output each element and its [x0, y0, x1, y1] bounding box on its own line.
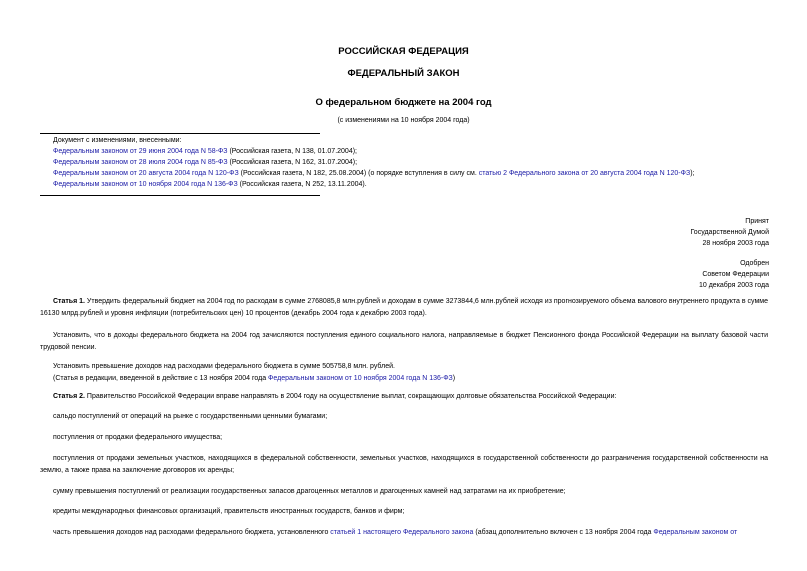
paragraph-social-tax	[40, 330, 768, 354]
article-1-text: Утвердить федеральный бюджет на 2004 год по расходам в сумме 2768085,8 млн.рублей и доходам в сумме 3273844,6 млн.рублей исходя из прогнозируемого объема валового внутреннего продукта в сумме 16130 млрд.рублей и уровня инфляции (потребительских цен) 10 процентов (декабрь 2004 года к декабрю 2003 года).	[40, 298, 768, 317]
adoption-accepted	[469, 216, 769, 249]
amendment-tail: (Российская газета, N 162, 31.07.2004);	[227, 159, 358, 166]
page-title: О федеральном бюджете на 2004 год	[315, 97, 492, 108]
article-2-label: Статья 2.	[53, 393, 85, 400]
list-item-text: сумму превышения поступлений от реализации государственных запасов драгоценных металлов и драгоценных камней над затратами на их приобретение;	[53, 488, 566, 495]
doc-type-heading: ФЕДЕРАЛЬНЫЙ ЗАКОН	[347, 68, 460, 79]
list-item	[40, 506, 768, 518]
paragraph-text: Установить, что в доходы федерального бюджета на 2004 год зачисляются поступления единого социального налога, направляемые в бюджет Пенсионного фонда Российской Федерации на выплату базовой части трудовой пенсии.	[40, 332, 768, 351]
accepted-line: 28 ноября 2003 года	[702, 240, 769, 247]
accepted-line: Государственной Думой	[690, 229, 769, 236]
list-item-text: сальдо поступлений от операций на рынке с государственными ценными бумагами;	[53, 413, 328, 420]
list-item	[40, 527, 768, 539]
amendment-tail: (Российская газета, N 138, 01.07.2004);	[227, 148, 357, 155]
list-item-text: кредиты международных финансовых организаций, правительств иностранных государств, банков и фирм;	[53, 508, 405, 515]
amendment-item	[53, 179, 367, 190]
list-item-text-mid: (абзац дополнительно включен с 13 ноября 2004 года	[473, 529, 654, 536]
law-link[interactable]: Федеральным законом от	[653, 529, 738, 536]
amendment-link[interactable]: Федеральным законом от 20 августа 2004 года N 120-ФЗ	[53, 170, 239, 177]
article-1-link[interactable]: статьей 1 настоящего Федерального закона	[330, 529, 474, 536]
article-1-paragraph	[40, 296, 768, 320]
article-2-paragraph	[40, 391, 768, 403]
note-text: (Статья в редакции, введенной в действие с 13 ноября 2004 года	[53, 375, 269, 382]
article-1-label: Статья 1.	[53, 298, 85, 305]
list-item	[40, 486, 768, 498]
list-item-text: поступления от продажи земельных участков, находящихся в федеральной собственности, земельных участков, находящихся в государственной собственности до разграничения государственной собственности на землю, а также права на заключение договоров их аренды;	[40, 455, 768, 474]
paragraph-text: Установить превышение доходов над расходами федерального бюджета в сумме 505758,8 млн. рублей.	[53, 363, 395, 370]
country-heading: РОССИЙСКАЯ ФЕДЕРАЦИЯ	[338, 46, 469, 57]
approved-line: Одобрен	[740, 260, 769, 267]
note-text-end: )	[452, 375, 456, 382]
article-2-text: Правительство Российской Федерации вправе направлять в 2004 году на осуществление выплат, сокращающих долговые обязательства Российской Федерации:	[84, 393, 617, 400]
list-item	[40, 411, 768, 423]
list-item	[40, 432, 768, 444]
paragraph-surplus	[40, 361, 768, 385]
amendment-link[interactable]: Федеральным законом от 10 ноября 2004 года N 136-ФЗ	[53, 181, 238, 188]
amendment-item	[53, 146, 357, 157]
amendment-tail: (Российская газета, N 182, 25.08.2004) (о порядке вступления в силу см.	[238, 170, 479, 177]
note-law-link[interactable]: Федеральным законом от 10 ноября 2004 года N 136-ФЗ	[268, 375, 453, 382]
amendments-intro: Документ с изменениями, внесенными:	[53, 137, 182, 144]
list-item-text: часть превышения доходов над расходами федерального бюджета, установленного	[53, 529, 331, 536]
amendment-link[interactable]: Федеральным законом от 29 июня 2004 года N 58-ФЗ	[53, 148, 228, 155]
approved-line: 10 декабря 2003 года	[698, 282, 769, 289]
amendment-tail-end: );	[690, 170, 695, 177]
amendment-item	[53, 157, 357, 168]
amendment-link[interactable]: Федеральным законом от 28 июля 2004 года N 85-ФЗ	[53, 159, 228, 166]
amendment-article-link[interactable]: статью 2 Федерального закона от 20 августа 2004 года N 120-ФЗ	[478, 170, 691, 177]
accepted-line: Принят	[745, 218, 769, 225]
amendment-tail: (Российская газета, N 252, 13.11.2004).	[237, 181, 367, 188]
amendment-item	[53, 168, 694, 179]
divider-bottom	[40, 195, 320, 196]
list-item	[40, 453, 768, 477]
divider-top	[40, 133, 320, 134]
adoption-approved	[469, 258, 769, 291]
approved-line: Советом Федерации	[702, 271, 769, 278]
list-item-text: поступления от продажи федерального имущества;	[53, 434, 223, 441]
page-subtitle: (с изменениями на 10 ноября 2004 года)	[337, 117, 470, 124]
